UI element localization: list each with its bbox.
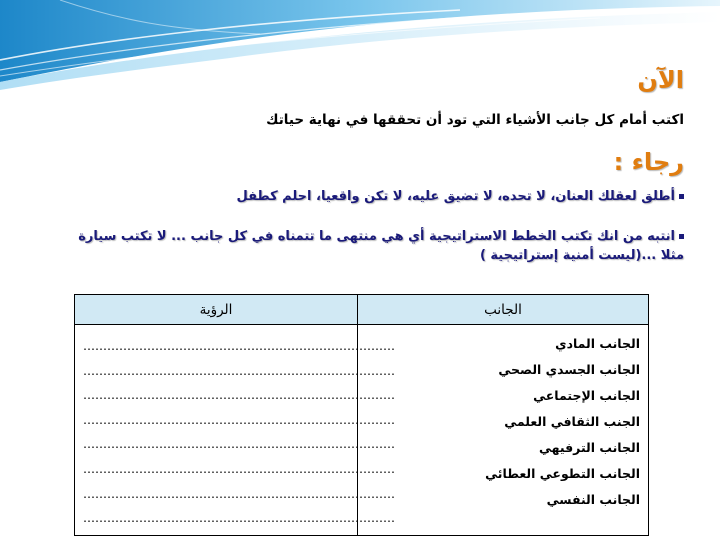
vision-entry-line[interactable]: …………………………………………………………………… bbox=[83, 339, 395, 353]
bullet-item bbox=[236, 189, 684, 204]
bullet-item bbox=[72, 227, 684, 265]
header-vision: الرؤية bbox=[75, 295, 358, 325]
aspect-item: الجانب الجسدي الصحي bbox=[498, 362, 640, 377]
aspect-item: الجانب التطوعي العطائي bbox=[485, 466, 640, 481]
please-heading: رجاء : bbox=[613, 148, 684, 176]
aspect-item: الجانب النفسي bbox=[546, 492, 640, 507]
table-header-row bbox=[75, 295, 649, 325]
goals-table bbox=[74, 294, 649, 536]
header-aspect: الجانب bbox=[358, 295, 649, 325]
aspect-item: الجانب المادي bbox=[555, 336, 640, 351]
vision-column bbox=[75, 325, 395, 536]
vision-entry-line[interactable]: …………………………………………………………………… bbox=[83, 437, 395, 452]
vision-entry-line[interactable]: …………………………………………………………………… bbox=[83, 363, 395, 378]
aspect-column bbox=[358, 325, 649, 536]
vision-entry-line[interactable]: …………………………………………………………………… bbox=[83, 511, 395, 526]
page-title: الآن bbox=[637, 66, 684, 94]
wave-banner-icon bbox=[0, 0, 720, 90]
vision-entry-line[interactable]: …………………………………………………………………… bbox=[83, 412, 395, 427]
vision-entry-line[interactable]: …………………………………………………………………… bbox=[83, 486, 395, 501]
aspect-item: الجنب الثقافي العلمي bbox=[504, 414, 640, 429]
bullet-square-icon bbox=[679, 194, 684, 199]
aspect-item: الجانب الإجتماعي bbox=[533, 388, 640, 403]
vision-entry-line[interactable]: …………………………………………………………………… bbox=[83, 388, 395, 403]
vision-entry-line[interactable]: …………………………………………………………………… bbox=[83, 461, 395, 476]
bullet-text: انتبه من انك تكتب الخطط الاستراتيجية أي هي منتهى ما تتمناه في كل جانب ... لا تكتب سيارة مثلا ...(ليست أمنية إستراتيجية ) bbox=[78, 229, 684, 263]
aspect-item: الجانب الترفيهي bbox=[538, 440, 640, 455]
bullet-text: أطلق لعقلك العنان، لا تحده، لا تضيق عليه، لا تكن واقعيا، احلم كطفل bbox=[236, 189, 675, 204]
instruction-text: اكتب أمام كل جانب الأشياء التي تود أن تحققها في نهاية حياتك bbox=[266, 112, 684, 128]
bullet-square-icon bbox=[679, 234, 684, 239]
table-row bbox=[75, 325, 649, 536]
